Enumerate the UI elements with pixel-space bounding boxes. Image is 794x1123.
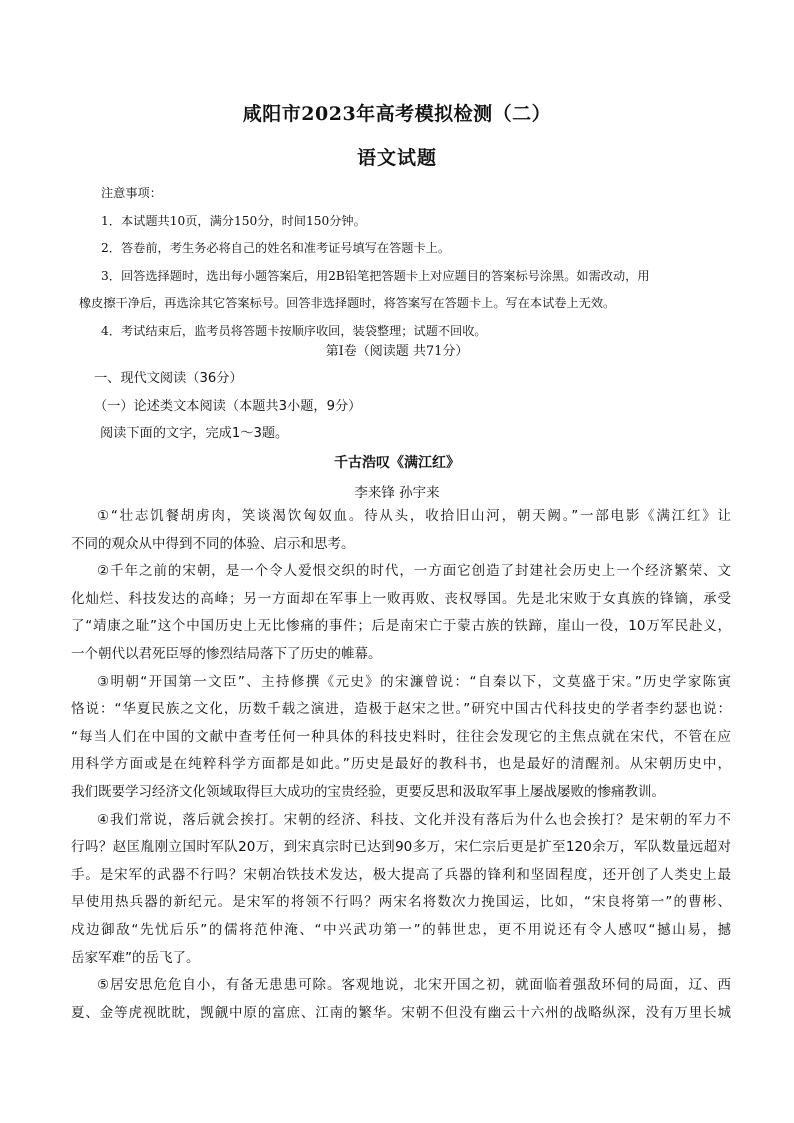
article-authors: 李来锋 孙宇来: [354, 485, 440, 501]
body-line: ①“壮志饥餐胡虏肉，笑谈渴饮匈奴血。待从头，收拾旧山河，朝天阙。”一部电影《满江红》让: [97, 508, 731, 524]
body-line: ②千年之前的宋朝，是一个令人爱恨交织的时代，一方面它创造了封建社会历史上一个经济繁荣、文: [97, 563, 731, 580]
body-line: 一个朝代以君死臣辱的惨烈结局落下了历史的帷幕。: [71, 645, 382, 662]
body-line: 恪说：“华夏民族之文化，历数千载之演进，造极于赵宋之世。”研究中国古代科技史的学者李约瑟也说：: [71, 701, 731, 718]
body-line: 早使用热兵器的新纪元。是宋军的将领不行吗？两宋名将数次力挽国运，比如，“宋良将第一”的曹彬、: [71, 894, 731, 911]
notes-item: 4．考试结束后，监考员将答题卡按顺序收回，装袋整理；试题不回收。: [101, 323, 487, 338]
article-title: 千古浩叹《满江红》: [334, 455, 460, 471]
instruction-text: 阅读下面的文字，完成1～3题。: [100, 426, 289, 441]
body-line: 不同的观众从中得到不同的体验、启示和思考。: [71, 535, 355, 552]
body-line: 手。是宋军的武器不行吗？宋朝冶铁技术发达，极大提高了兵器的锋利和坚固程度，还开创了人类史上最: [71, 866, 731, 883]
body-line: ③明朝“开国第一文臣”、主持修撰《元史》的宋濂曾说：“自秦以下，文莫盛于宋。”历史学家陈寅: [97, 673, 731, 690]
body-line: 行吗？赵匡胤刚立国时军队20万，到宋真宗时已达到90多万，宋仁宗后更是扩至120余万，军队数量远超对: [71, 839, 731, 856]
body-line: ④我们常说，落后就会挨打。宋朝的经济、科技、文化并没有落后为什么也会挨打？是宋朝的军力不: [97, 811, 731, 828]
body-line: 岳家军难”的岳飞了。: [71, 949, 200, 966]
body-line: 戍边御敌“先忧后乐”的儒将范仲淹、“中兴武功第一”的韩世忠，更不用说还有令人感叹“撼山易，撼: [71, 921, 731, 938]
exam-notes: [79, 180, 701, 346]
exam-title: 咸阳市2023年高考模拟检测（二）: [242, 103, 552, 125]
body-line: 了“靖康之耻”这个中国历史上无比惨痛的事件；后是南宋亡于蒙古族的铁蹄，崖山一役，10万军民赴义，: [71, 618, 731, 635]
subsection-heading: （一）论述类文本阅读（本题共3小题，9分）: [94, 399, 362, 414]
body-line: “每当人们在中国的文献中查考任何一种具体的科技史料时，往往会发现它的主焦点就在宋代，不管在应: [71, 728, 731, 745]
body-line: ⑤居安思危危自小，有备无患患可除。客观地说，北宋开国之初，就面临着强敌环伺的局面，辽、西: [97, 977, 731, 994]
notes-item: 3．回答选择题时，选出每小题答案后，用2B铅笔把答题卡上对应题目的答案标号涂黑。如需改动，用: [101, 268, 650, 283]
body-line: 化灿烂、科技发达的高峰；另一方面却在军事上一败再败、丧权辱国。先是北宋败于女真族的锋镝，承受: [71, 590, 731, 607]
notes-item: 2．答卷前，考生务必将自己的姓名和准考证号填写在答题卡上。: [101, 241, 451, 256]
body-line: 我们既要学习经济文化领域取得巨大成功的宝贵经验，更要反思和汲取军事上屡战屡败的惨痛教训。: [71, 783, 665, 800]
volume-heading: 第Ⅰ卷（阅读题 共71分）: [325, 344, 469, 359]
section-heading: 一、现代文阅读（36分）: [94, 371, 243, 386]
notes-item: 橡皮擦干净后，再选涂其它答案标号。回答非选择题时，将答案写在答题卡上。写在本试卷上无效。: [79, 296, 616, 311]
body-line: 夏、金等虎视眈眈，觊觎中原的富庶、江南的繁华。宋朝不但没有幽云十六州的战略纵深，没有万里长城: [71, 1004, 731, 1021]
notes-item: 1．本试题共10页，满分150分，时间150分钟。: [101, 213, 366, 228]
notes-heading: 注意事项：: [101, 186, 162, 200]
body-line: 用科学方面或是在纯粹科学方面都是如此。”历史是最好的教科书，也是最好的清醒剂。从宋朝历史中，: [71, 756, 731, 773]
subject-title: 语文试题: [356, 147, 437, 169]
article-body: [71, 503, 731, 1027]
